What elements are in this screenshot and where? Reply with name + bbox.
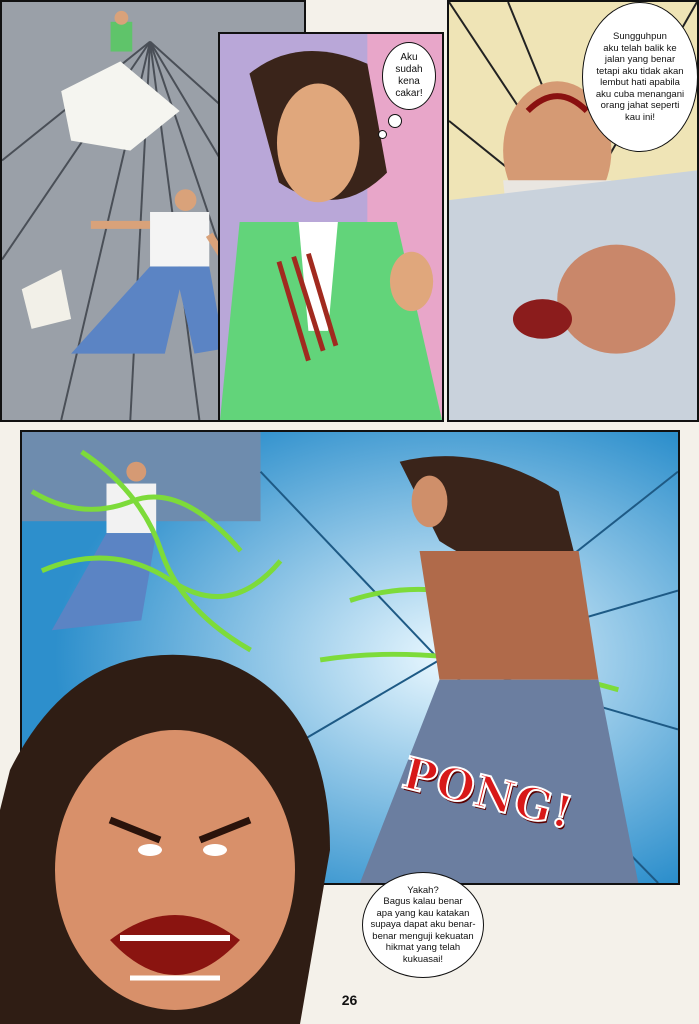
thought-dot xyxy=(378,130,387,139)
panel-roaring-face-art xyxy=(0,640,360,1024)
clawed-hand xyxy=(557,245,675,354)
thought-bubble-aku-sudah: Aku sudah kena cakar! xyxy=(382,42,436,110)
thought-dot xyxy=(388,114,402,128)
panel-roaring-face xyxy=(0,640,360,1024)
page-number: 26 xyxy=(341,992,358,1008)
sound-effect-pong: PONG! xyxy=(397,748,579,840)
speech-bubble-sungguhpun: Sungguhpun aku telah balik ke jalan yang benar tetapi aku tidak akan lembut hati apabila aku cuba menangani orang jahat seperti kau ini! xyxy=(582,2,698,152)
speech-bubble-yakah: Yakah? Bagus kalau benar apa yang kau katakan supaya dapat aku benar- benar menguji kekuatan hikmat yang telah kukuasai! xyxy=(362,872,484,978)
face xyxy=(277,83,360,202)
raised-hand xyxy=(390,252,433,311)
